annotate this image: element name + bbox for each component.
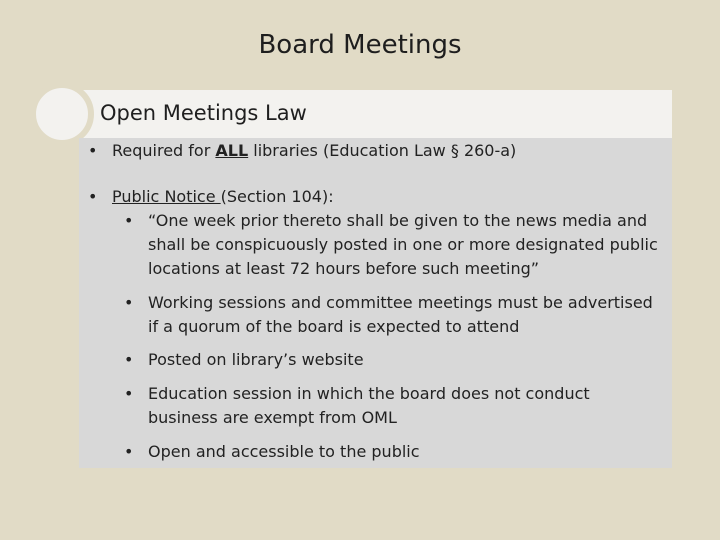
emphasis-all: ALL: [215, 141, 249, 160]
bullet-marker: •: [124, 384, 134, 403]
bullet-marker: •: [124, 442, 134, 461]
bullet-marker: •: [124, 211, 134, 230]
slide-title: Board Meetings: [258, 30, 462, 60]
bullet-marker: •: [124, 293, 134, 312]
bullet-education-session: Education session in which the board does not conduct business are exempt from OML: [148, 384, 590, 427]
bullet-marker: •: [88, 187, 98, 206]
bullet-public-notice: Public Notice (Section 104):: [112, 187, 334, 206]
bullet-open-accessible: Open and accessible to the public: [148, 442, 420, 461]
bullet-posted-website: Posted on library’s website: [148, 350, 364, 369]
bullet-working-sessions: Working sessions and committee meetings must be advertised if a quorum of the board is expected to attend: [148, 293, 653, 336]
bullet-quote: “One week prior thereto shall be given to the news media and shall be conspicuously posted in one or more designated public locations at least 72 hours before such meeting”: [148, 211, 658, 278]
bullet-marker: •: [88, 141, 98, 160]
slide-subtitle: Open Meetings Law: [100, 101, 307, 125]
bullet-required: Required for ALL libraries (Education Law § 260-a): [112, 141, 517, 160]
public-notice-link[interactable]: Public Notice: [112, 187, 221, 206]
subtitle-circle-decoration: [30, 82, 94, 146]
bullet-marker: •: [124, 350, 134, 369]
